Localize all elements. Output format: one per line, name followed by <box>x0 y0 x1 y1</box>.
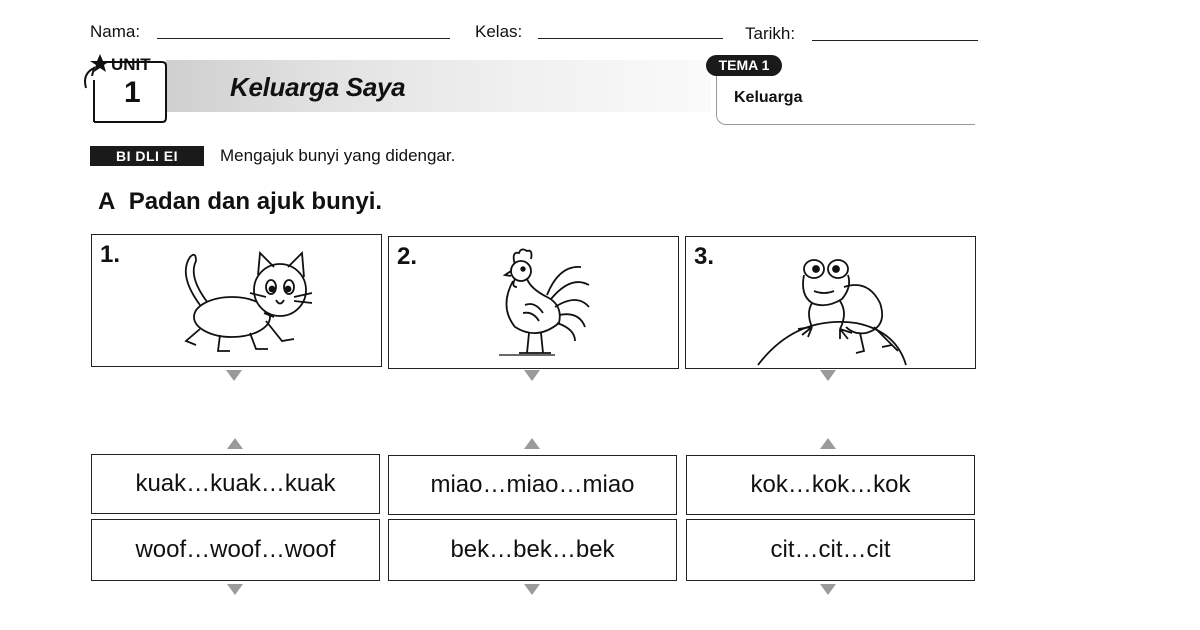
match-arrow-down <box>227 584 243 595</box>
date-field[interactable] <box>812 40 978 41</box>
match-arrow-down <box>820 584 836 595</box>
sound-option[interactable]: kuak…kuak…kuak <box>91 454 380 514</box>
match-arrow-down <box>820 370 836 381</box>
name-label: Nama: <box>90 22 141 41</box>
unit-title: Keluarga Saya <box>230 72 406 102</box>
match-arrow-down <box>226 370 242 381</box>
card-number: 3. <box>694 243 715 270</box>
match-arrow-down <box>524 584 540 595</box>
match-arrow-down <box>524 370 540 381</box>
class-field[interactable] <box>538 38 723 39</box>
section-title: Padan dan ajuk bunyi. <box>128 188 383 215</box>
match-arrow-up <box>227 438 243 449</box>
theme-badge: TEMA 1 <box>706 55 782 76</box>
sound-option[interactable]: miao…miao…miao <box>388 455 677 515</box>
theme-name: Keluarga <box>734 89 803 106</box>
picture-card-rooster[interactable] <box>388 236 679 369</box>
swirl-icon <box>85 68 94 88</box>
standard-text: Mengajuk bunyi yang didengar. <box>220 146 456 165</box>
standard-code: BI DLI EI <box>90 146 204 166</box>
date-label: Tarikh: <box>745 24 796 43</box>
match-arrow-up <box>820 438 836 449</box>
cat-icon <box>170 245 320 360</box>
picture-card-cat[interactable] <box>91 234 382 367</box>
section-letter: A <box>98 188 116 215</box>
frog-icon <box>756 247 916 367</box>
card-number: 2. <box>397 243 418 270</box>
name-field[interactable] <box>157 38 450 39</box>
picture-card-frog[interactable] <box>685 236 976 369</box>
class-label: Kelas: <box>475 22 523 41</box>
sound-option[interactable]: cit…cit…cit <box>686 519 975 581</box>
match-arrow-up <box>524 438 540 449</box>
unit-word: UNIT <box>111 55 151 74</box>
sound-option[interactable]: bek…bek…bek <box>388 519 677 581</box>
card-number: 1. <box>100 241 121 268</box>
sound-option[interactable]: woof…woof…woof <box>91 519 380 581</box>
section-heading <box>98 188 382 216</box>
rooster-icon <box>481 245 601 363</box>
unit-number: 1 <box>124 76 141 109</box>
sound-option[interactable]: kok…kok…kok <box>686 455 975 515</box>
